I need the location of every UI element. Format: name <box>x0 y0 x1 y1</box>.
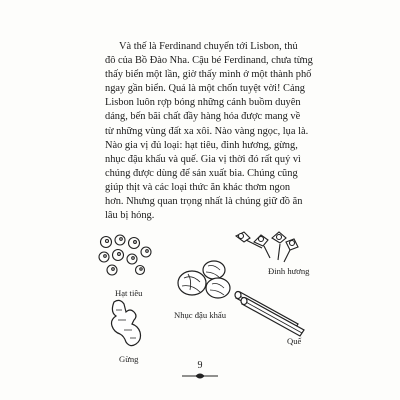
story-line: hơn. Nhưng quan trọng nhất là chúng giữ đồ ăn <box>105 196 303 208</box>
story-line: giúp thịt và các loại thức ăn khác thơm ngon <box>105 181 291 193</box>
caption-clove: Đinh hương <box>268 266 310 276</box>
story-line: ngay gần biển. Quả là một chốn tuyệt vời! Cảng <box>105 83 305 95</box>
caption-pepper: Hạt tiêu <box>115 288 143 298</box>
story-text <box>105 40 320 223</box>
story-line: lâu bị hỏng. <box>105 210 155 222</box>
story-line: Và thế là Ferdinand chuyển tới Lisbon, thủ <box>119 41 298 52</box>
caption-ginger: Gừng <box>119 354 139 364</box>
peppercorn-icon <box>96 232 160 278</box>
caption-nutmeg: Nhục đậu khấu <box>174 310 227 320</box>
ginger-icon <box>106 296 152 350</box>
story-line: đô của Bồ Đào Nha. Cậu bé Ferdinand, chưa từng <box>105 55 313 67</box>
story-line: dáng, bến bãi chất đầy hàng hóa được mang về <box>105 111 301 123</box>
story-line: thấy biển một lần, giờ thấy mình ở một thành phố <box>105 69 312 81</box>
ornament-icon <box>180 372 220 380</box>
page-number: 9 <box>197 360 203 371</box>
story-line: Nào gia vị đủ loại: hạt tiêu, đinh hương, gừng, <box>105 139 298 151</box>
nutmeg-icon <box>172 256 236 302</box>
clove-icon <box>232 228 304 264</box>
caption-cinnamon: Quế <box>287 336 302 346</box>
story-line: từ những vùng đất xa xôi. Nào vàng ngọc, lụa là. <box>105 125 309 137</box>
cinnamon-icon <box>232 290 306 338</box>
story-line: nhục đậu khấu và quế. Gia vị thời đó rất quý vì <box>105 153 301 165</box>
story-line: chúng được dùng để sản xuất bia. Chúng cũng <box>105 167 298 179</box>
story-line: Lisbon luôn rợp bóng những cánh buồm duyên <box>105 97 301 109</box>
